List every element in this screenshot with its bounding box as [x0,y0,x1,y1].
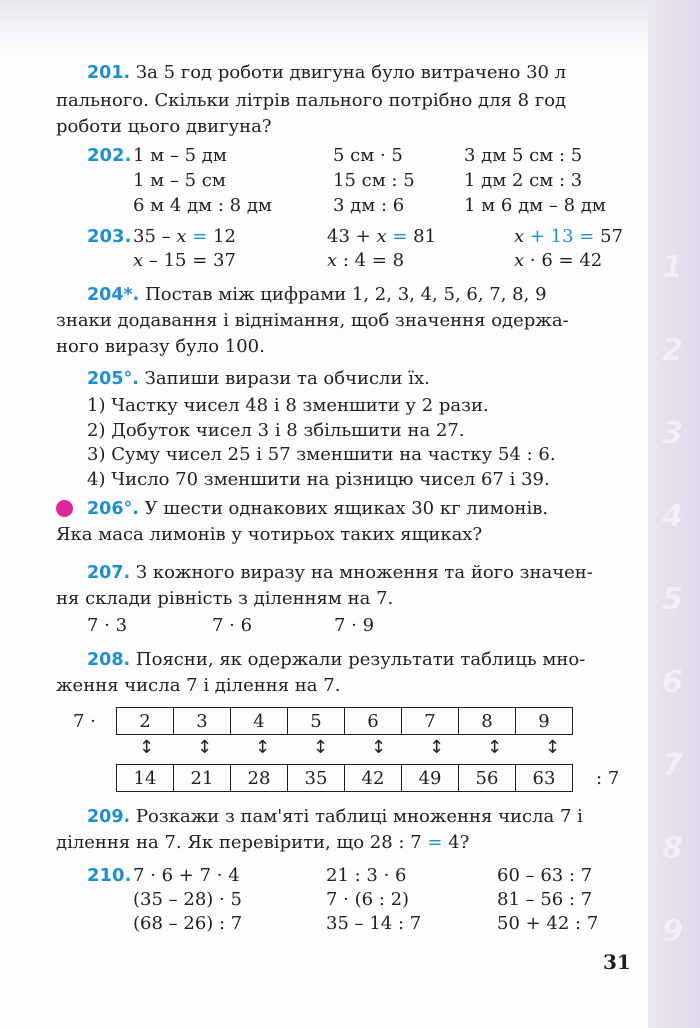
expression: 3 дм : 6 [333,195,405,216]
exercise-206 [87,496,548,522]
exercise-number: 202. [87,145,132,166]
table-cell: 14 [117,765,174,792]
exercise-title: Запиши вирази та обчисли їх. [144,368,430,389]
updown-arrow-icon: ↕ [255,737,271,758]
exercise-text-line: Розкажи з пам'яті таблиці множення числа 7 і [135,806,583,827]
expression: 3 дм 5 см : 5 [464,145,583,166]
exercise-text-line: За 5 год роботи двигуна було витрачено 30 л [135,62,567,83]
exercise-text-line: пального. Скільки літрів пального потрібно для 8 год [56,90,567,111]
exercise-number: 206°. [87,499,139,519]
equation: x · 6 = 42 [514,250,603,271]
multiplication-row [116,707,573,735]
exercise-text-line: У шести однакових ящиках 30 кг лимонів. [144,498,549,519]
side-number: 9 [662,914,683,949]
updown-arrow-icon: ↕ [545,737,561,758]
exercise-number: 201. [87,63,131,83]
exercise-209 [87,804,583,830]
list-item: 1) Частку чисел 48 і 8 зменшити у 2 рази. [87,395,489,416]
expression: 1 м 6 дм – 8 дм [464,195,606,216]
expression: 15 см : 5 [333,170,415,191]
expression: 60 – 63 : 7 [497,865,593,886]
page-number: 31 [603,950,631,974]
top-band [0,0,700,55]
exercise-204-cont [56,308,569,360]
expression: 1 м – 5 дм [133,145,227,166]
expression: 7 · (6 : 2) [326,889,410,910]
list-item: 3) Суму чисел 25 і 57 зменшити на частку 54 : 6. [87,444,556,465]
exercise-text-line: ня склади рівність з діленням на 7. [56,588,394,609]
updown-arrow-icon: ↕ [313,737,329,758]
exercise-206-cont [56,522,482,548]
exercise-number: 210. [87,865,132,886]
exercise-201-cont [56,88,566,140]
expression: 1 дм 2 см : 3 [464,170,583,191]
side-number: 8 [662,831,683,866]
pink-bullet-icon [56,500,73,517]
side-number: 1 [662,250,683,285]
table-cell: 5 [288,708,345,735]
expression: 7 · 9 [334,615,375,636]
updown-arrow-icon: ↕ [139,737,155,758]
exercise-text-line: знаки додавання і віднімання, щоб значення одержа- [56,310,569,331]
exercise-number: 209. [87,807,131,827]
exercise-number: 205°. [87,369,139,389]
expression: 21 : 3 · 6 [326,865,407,886]
side-number: 2 [662,333,683,368]
exercise-number: 203. [87,226,132,247]
table-cell: 28 [231,765,288,792]
list-item: 2) Добуток чисел 3 і 8 збільшити на 27. [87,419,465,441]
exercise-text-line: ділення на 7. Як перевірити, що 28 : 7 = 4? [56,832,470,853]
side-number: 5 [662,582,683,617]
expression: 7 · 3 [87,615,128,636]
row-label: : 7 [596,768,620,789]
exercise-number: 208. [87,650,131,670]
exercise-209-cont [56,830,469,856]
expression: 1 м – 5 см [133,170,226,191]
exercise-text-line: ження числа 7 і ділення на 7. [56,675,341,696]
updown-arrow-icon: ↕ [371,737,387,758]
exercise-205-items [87,394,556,492]
equation: 35 – x = 12 [133,226,236,247]
equation: x – 15 = 37 [133,250,236,271]
division-row [116,764,573,792]
side-number: 4 [662,499,683,534]
table-cell: 8 [459,708,516,735]
table-cell: 63 [516,765,573,792]
exercise-text-line: Поясни, як одержали результати таблиць мно- [135,649,586,670]
expression: 35 – 14 : 7 [326,913,422,934]
side-number: 7 [662,748,683,783]
exercise-text-line: Постав між цифрами 1, 2, 3, 4, 5, 6, 7, 8, 9 [145,284,547,305]
expression: 6 м 4 дм : 8 дм [133,195,272,216]
expression: 7 · 6 [212,615,253,636]
exercise-205 [87,366,430,392]
table-cell: 9 [516,708,573,735]
exercise-text-line: ного виразу було 100. [56,336,265,357]
row-label: 7 · [73,711,96,732]
expression: (68 – 26) : 7 [133,913,243,934]
equation: x + 13 = 57 [514,226,624,247]
table-cell: 6 [345,708,402,735]
expression: (35 – 28) · 5 [133,889,242,910]
exercise-208-cont [56,673,340,699]
list-item: 4) Число 70 зменшити на різницю чисел 67 і 39. [87,468,550,490]
exercise-204 [87,282,547,308]
updown-arrow-icon: ↕ [197,737,213,758]
updown-arrow-icon: ↕ [487,737,503,758]
table-cell: 49 [402,765,459,792]
table-cell: 7 [402,708,459,735]
expression: 50 + 42 : 7 [497,913,599,934]
side-number: 3 [662,416,683,451]
exercise-text-line: роботи цього двигуна? [56,116,272,137]
table-cell: 3 [174,708,231,735]
exercise-number: 204*. [87,285,140,305]
exercise-text-line: Яка маса лимонів у чотирьох таких ящиках? [56,524,483,545]
table-cell: 2 [117,708,174,735]
exercise-207-cont [56,586,393,612]
expression: 5 см · 5 [333,145,403,166]
equation: 43 + x = 81 [327,226,437,247]
table-cell: 42 [345,765,402,792]
table-cell: 35 [288,765,345,792]
exercise-201 [87,60,566,86]
equation: x : 4 = 8 [327,250,405,271]
expression: 7 · 6 + 7 · 4 [133,865,240,886]
exercise-208 [87,647,585,673]
table-cell: 21 [174,765,231,792]
exercise-number: 207. [87,563,131,583]
side-number: 6 [662,665,683,700]
exercise-text-line: З кожного виразу на множення та його значен- [135,562,593,583]
exercise-207 [87,560,593,586]
table-cell: 4 [231,708,288,735]
updown-arrow-icon: ↕ [429,737,445,758]
table-cell: 56 [459,765,516,792]
expression: 81 – 56 : 7 [497,889,593,910]
